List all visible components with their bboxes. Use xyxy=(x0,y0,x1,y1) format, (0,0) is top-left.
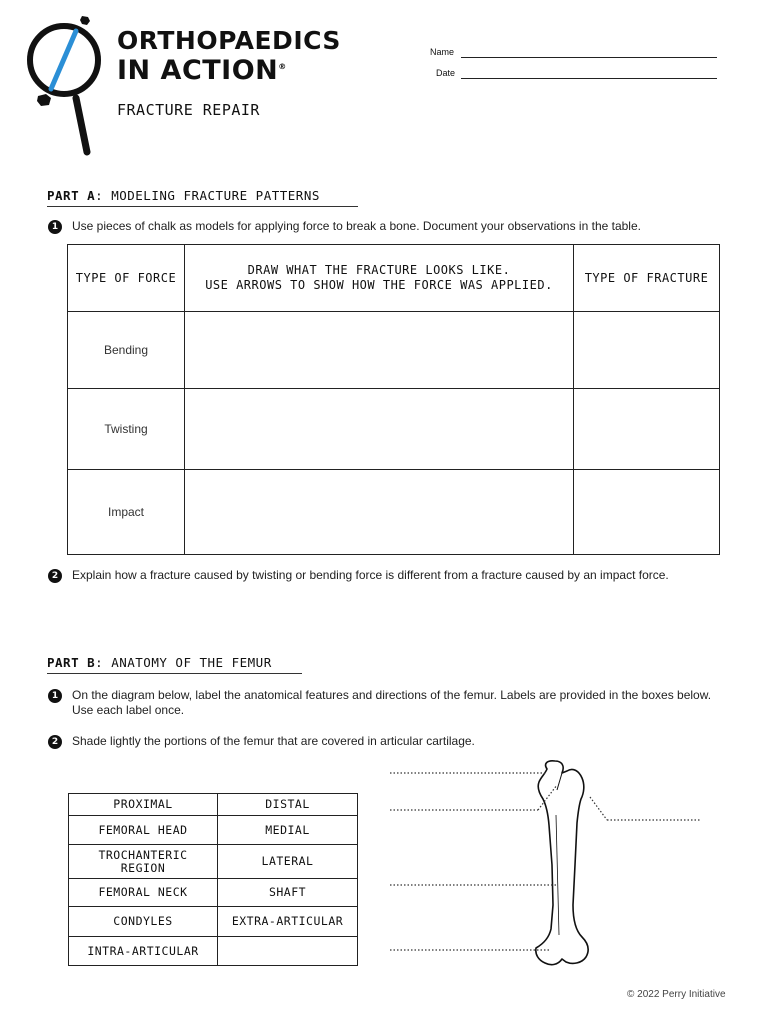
drawing-cell-impact[interactable] xyxy=(185,470,574,555)
date-label: Date xyxy=(436,68,456,78)
fracture-type-cell-impact[interactable] xyxy=(574,470,720,555)
label-cell: MEDIAL xyxy=(218,816,358,845)
table-row xyxy=(69,845,358,879)
label-cell: SHAFT xyxy=(218,879,358,907)
table-row xyxy=(69,794,358,816)
label-cell: FEMORAL HEAD xyxy=(69,816,218,845)
part-b-q1-text: On the diagram below, label the anatomical features and directions of the femur. Labels are provided in the boxes below. Use each label once. xyxy=(72,688,712,717)
table-row xyxy=(69,879,358,907)
part-a-heading xyxy=(47,188,320,203)
part-b-label: PART B xyxy=(47,655,96,670)
row-label-bending: Bending xyxy=(68,312,185,389)
table-row xyxy=(69,907,358,937)
name-field[interactable] xyxy=(461,56,717,58)
part-a-q1-number: 1 xyxy=(48,220,62,234)
label-cell: INTRA-ARTICULAR xyxy=(69,937,218,966)
name-label: Name xyxy=(430,47,455,57)
drawing-cell-twisting[interactable] xyxy=(185,389,574,470)
row-label-twisting: Twisting xyxy=(68,389,185,470)
logo-chip-bottom xyxy=(37,94,51,106)
brand-title-line2 xyxy=(117,55,287,86)
magnifier-logo xyxy=(24,14,114,156)
copyright: © 2022 Perry Initiative xyxy=(627,989,726,1000)
part-a-rule xyxy=(47,206,358,207)
label-cell xyxy=(218,937,358,966)
label-cell: DISTAL xyxy=(218,794,358,816)
part-b-title: : ANATOMY OF THE FEMUR xyxy=(95,655,272,670)
label-cell: FEMORAL NECK xyxy=(69,879,218,907)
label-cell: EXTRA-ARTICULAR xyxy=(218,907,358,937)
fracture-observation-table xyxy=(67,244,720,555)
label-cell: TROCHANTERIC REGION xyxy=(69,845,218,879)
brand-title-line1: ORTHOPAEDICS xyxy=(117,26,341,55)
part-a-label: PART A xyxy=(47,188,96,203)
header-draw-fracture xyxy=(185,245,574,312)
header-draw-line2: USE ARROWS TO SHOW HOW THE FORCE WAS APPLIED. xyxy=(205,278,553,292)
label-cell: LATERAL xyxy=(218,845,358,879)
part-a-title: : MODELING FRACTURE PATTERNS xyxy=(95,188,320,203)
part-a-q2-text: Explain how a fracture caused by twisting or bending force is different from a fracture caused by an impact force. xyxy=(72,568,669,582)
table-row xyxy=(69,816,358,845)
part-b-q1-number: 1 xyxy=(48,689,62,703)
trademark-mark: ® xyxy=(278,62,287,71)
femur-bone xyxy=(536,761,588,965)
femur-label-table xyxy=(68,793,358,966)
femur-diagram xyxy=(385,755,715,970)
label-cell: PROXIMAL xyxy=(69,794,218,816)
header-type-of-force: TYPE OF FORCE xyxy=(68,245,185,312)
part-a-q2-number: 2 xyxy=(48,569,62,583)
worksheet-subtitle: FRACTURE REPAIR xyxy=(117,101,260,119)
part-b-heading xyxy=(47,655,272,670)
part-b-q2-text: Shade lightly the portions of the femur that are covered in articular cartilage. xyxy=(72,734,475,748)
fracture-type-cell-twisting[interactable] xyxy=(574,389,720,470)
part-a-q1-text: Use pieces of chalk as models for applying force to break a bone. Document your observations in the table. xyxy=(72,219,641,233)
table-row xyxy=(69,937,358,966)
logo-chip-top xyxy=(80,16,90,25)
fracture-type-cell-bending[interactable] xyxy=(574,312,720,389)
label-cell: CONDYLES xyxy=(69,907,218,937)
part-b-q2-number: 2 xyxy=(48,735,62,749)
row-label-impact: Impact xyxy=(68,470,185,555)
brand-title-line2-text: IN ACTION xyxy=(117,55,279,86)
logo-handle xyxy=(76,98,87,152)
drawing-cell-bending[interactable] xyxy=(185,312,574,389)
date-field[interactable] xyxy=(461,77,717,79)
table-row xyxy=(68,389,720,470)
logo-bone-line xyxy=(51,31,76,89)
table-header-row xyxy=(68,245,720,312)
table-row xyxy=(68,470,720,555)
table-row xyxy=(68,312,720,389)
header-draw-line1: DRAW WHAT THE FRACTURE LOOKS LIKE. xyxy=(247,263,511,277)
header-type-of-fracture: TYPE OF FRACTURE xyxy=(574,245,720,312)
pointer-line-3-diag xyxy=(590,797,607,820)
part-b-rule xyxy=(47,673,302,674)
